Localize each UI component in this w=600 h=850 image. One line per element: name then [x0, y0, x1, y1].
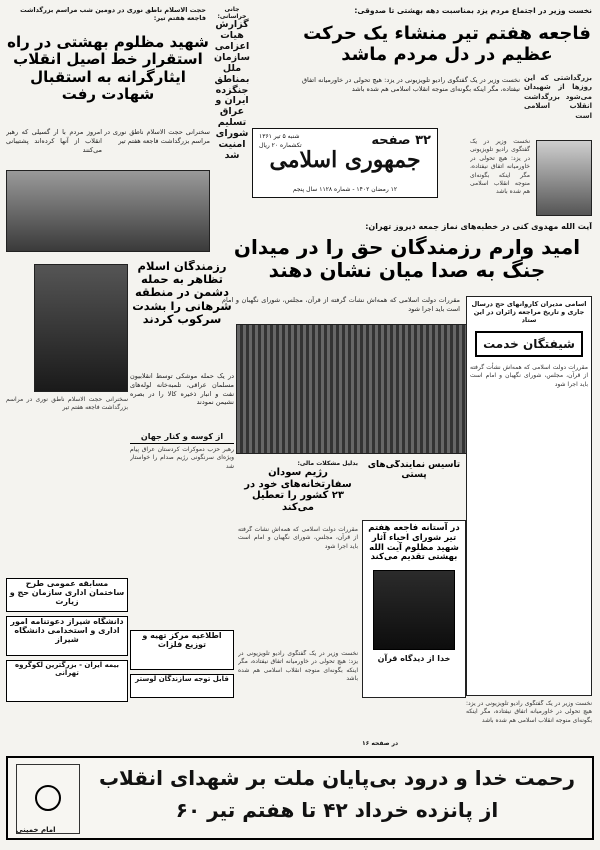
- ad-hajj: [6, 578, 128, 612]
- masthead-price: تکشماره ۲۰ ریال: [259, 142, 302, 149]
- sudan-label: بدلیل مشکلات مالی:: [297, 460, 358, 467]
- anniversary-headline: در آستانه فاجعه هفتم تیر شورای احیاء آثار شهید مظلوم آیت الله بهشتی تقدیم می‌کند: [368, 523, 460, 563]
- top-strip-right: نخست وزیر در اجتماع مردم یزد بمناسبت دهه بهشتی تا صدوقی:: [354, 6, 592, 15]
- parliament-headline: تأسیس نمایندگی‌های پستی: [367, 460, 461, 481]
- parliament-box: [362, 460, 466, 520]
- side-story-title: شیفتگان خدمت: [475, 331, 583, 357]
- banner-signature: امام خمینی: [16, 826, 56, 834]
- lead-left-headline: شهید مظلوم بهشتی در راه استقرار خط اصیل انقلاب ایثارگرانه به استقبال شهادت رفت: [7, 34, 209, 103]
- sudan-column: مقررات دولت اسلامی که همه‌اش نشأت گرفته از قرآن، مجلس، شورای نگهبان و امام است باید اجرا شود: [238, 526, 358, 550]
- lead-right-side: بزرگداشتی که این روزها از شهیدان می‌شود بزرگداشت انقلاب اسلامی است: [524, 74, 592, 120]
- ad-shiraz: [6, 616, 128, 656]
- banner-line-1: رحمت خدا و درود بی‌پایان ملت بر شهدای انقلاب: [98, 766, 576, 790]
- masthead-weekday: شنبه ۵ تیر ۱۳۶۱: [259, 133, 300, 140]
- book-image: [373, 570, 455, 650]
- masthead: [252, 128, 438, 198]
- kurdistan-title: از کوسه و کنار جهان: [130, 432, 234, 444]
- main-headline: امید وارم رزمندگان حق را در میدان جنگ به صدا میان نشان دهند: [233, 236, 581, 282]
- crowd-photo-top: [6, 170, 210, 252]
- kurdistan-box: [130, 432, 234, 572]
- banner-line-2: از پانزده خرداد ۴۲ تا هفتم تیر ۶۰: [175, 798, 499, 822]
- khorasani-box: [212, 6, 252, 216]
- page-reference: در صفحه ۱۶: [362, 740, 399, 747]
- top-strip-left: حجت الاسلام ناطق نوری در دومین شب مراسم بزرگداشت فاجعه هفتم تیر:: [20, 6, 206, 23]
- main-kicker: آیت الله مهدوی کنی در خطبه‌های نماز جمعه دیروز تهران:: [365, 222, 592, 231]
- side-story-text: مقررات دولت اسلامی که همه‌اش نشأت گرفته از قرآن، مجلس، شورای نگهبان و امام است باید اجرا شود: [470, 364, 588, 388]
- raid-body: در یک حمله موشکی توسط انقلابیون مسلمان عراقی، تلمبه‌خانه لوله‌های نفت و انبار ذخیره کالا را در بصره نشیمن نمودند: [130, 372, 234, 407]
- ad-insurance: [6, 660, 128, 702]
- friday-prayer-photo: [236, 324, 468, 454]
- portrait-photo: [536, 140, 592, 216]
- side-story-label: اسامی مدیران کاروانهای حج درسال جاری و تاریخ مراجعه زائران در این ستاد: [471, 300, 587, 324]
- ad-chandelier: [130, 674, 234, 698]
- masthead-date: ۱۲ رمضان ۱۴۰۲ - شماره ۱۱۲۸ سال پنجم: [292, 186, 398, 193]
- ad-shiraz-title: دانشگاه شیراز دعوتنامه امور اداری و استخدامی دانشگاه شیراز: [10, 617, 124, 644]
- seal-emblem: [16, 764, 80, 834]
- lead-left-caption: امروز مردم با ار گسیلی که رهبر انقلاب از آنها کرده‌اند پشتیبانی می‌کنند: [6, 128, 102, 154]
- ad-metals: [130, 630, 234, 670]
- right-lower-column: نخست وزیر در یک گفتگوی رادیو تلویزیونی در یزد: هیچ تحولی در خاورمیانه اتفاق نیفتاده، مگر اینکه بگونه‌ای منوجه انقلاب اسلامی هم شده باشد: [466, 700, 592, 724]
- left-column-1: سخنرانی حجت الاسلام ناطق نوری در مراسم بزرگداشت فاجعه هفتم تیر: [6, 396, 128, 412]
- khorasani-headline: گزارش هیات اعزامی سازمان ملل بمناطق جنگزده ایران و عراق تسلیم شورای امنیت شد: [214, 19, 250, 162]
- lead-left-body: سخنرانی حجت الاسلام ناطق نوری در مراسم بزرگداشت فاجعه هفتم تیر: [104, 128, 210, 145]
- ad-insurance-title: بیمه ایران - بزرگترین لکوگروه تهرانی: [14, 661, 120, 677]
- bottom-banner: [6, 756, 594, 840]
- ad-hajj-title: مسابقه عمومی طرح ساختمان اداری سازمان حج و زیارت: [9, 579, 125, 606]
- masthead-pages: ۳۲ صفحه: [371, 133, 431, 148]
- lead-right-body: نخست وزیر در یک گفتگوی رادیو تلویزیونی در یزد: هیچ تحولی در خاورمیانه اتفاق نیفتاده، مگر اینکه بگونه‌ای منوجه انقلاب اسلامی هم شده باشد: [302, 76, 520, 93]
- prisoner-photo: [34, 264, 128, 392]
- anniversary-box: [362, 520, 466, 698]
- lead-right-headline: فاجعه هفتم تیر منشاء یک حرکت عظیم در دل مردم ماشد: [303, 24, 591, 65]
- main-sub: مقررات دولت اسلامی که همه‌اش نشأت گرفته از قرآن، مجلس، شورای نگهبان و امام است باید اجرا شود: [222, 296, 460, 313]
- emblem-icon: [35, 785, 61, 811]
- side-story-box: [466, 296, 592, 696]
- sudan-headline: رژیم سودان سفارتخانه‌های خود در ۲۳ کشور را تعطیل می‌کند: [244, 467, 352, 513]
- raid-headline: رزمندگان اسلام تظاهر به حمله دشمن در منطقه شرهانی را بشدت سرکوب کردند: [132, 260, 232, 326]
- ad-chandelier-title: قابل توجه سازندگان لوستر: [135, 675, 229, 683]
- lead-right-column: نخست وزیر در یک گفتگوی رادیو تلویزیونی در یزد: هیچ تحولی در خاورمیانه اتفاق نیفتاده، مگر اینکه بگونه‌ای منوجه انقلاب اسلامی هم شده باشد: [470, 138, 530, 196]
- ad-metals-title: اطلاعیه مرکز تهیه و توزیع فلزات: [142, 631, 222, 649]
- center-lower-column: نخست وزیر در یک گفتگوی رادیو تلویزیونی در یزد: هیچ تحولی در خاورمیانه اتفاق نیفتاده، مگر اینکه بگونه‌ای منوجه انقلاب اسلامی هم شده باشد: [238, 650, 358, 683]
- masthead-name: جمهوری اسلامی: [269, 147, 421, 173]
- kurdistan-body: رهبر حزب دموکرات کردستان عراق پیام ویژه‌ای سرنگونی رژیم صدام را خواستار شد: [130, 446, 234, 470]
- khorasani-label: جانی خراسانی:: [217, 6, 247, 20]
- sudan-box: [238, 460, 358, 524]
- book-title: خدا از دیدگاه قرآن: [377, 654, 451, 664]
